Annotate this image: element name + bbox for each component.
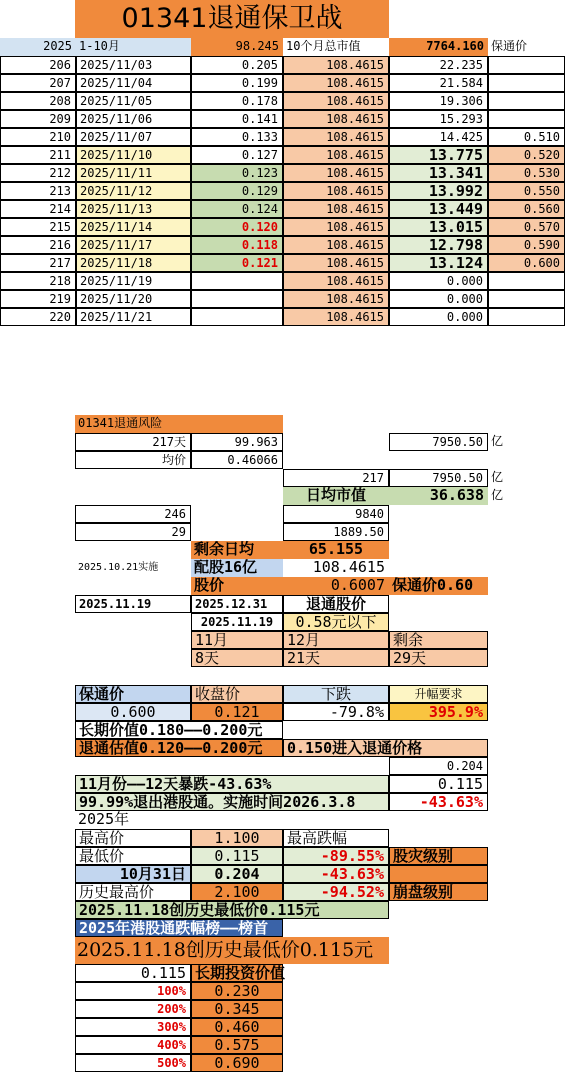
row-date: 2025/11/04 bbox=[76, 74, 191, 92]
row-price: 0.123 bbox=[191, 164, 283, 182]
record-low-1: 2025.11.18创历史最低价0.115元 bbox=[75, 901, 389, 919]
row-index: 214 bbox=[0, 200, 76, 218]
row-date: 2025/11/13 bbox=[76, 200, 191, 218]
row-date: 2025/11/10 bbox=[76, 146, 191, 164]
row-protect-price: 0.570 bbox=[488, 218, 565, 236]
row-protect-price: 0.590 bbox=[488, 236, 565, 254]
header-cap-label: 10个月总市值 bbox=[286, 39, 361, 53]
date-3: 2025.11.19 bbox=[191, 613, 283, 631]
risk-unit-1: 亿 bbox=[491, 434, 504, 448]
ltv-pct: 400% bbox=[75, 1036, 191, 1054]
long-value: 长期价值0.180——0.200元 bbox=[75, 721, 283, 739]
row-value: 13.992 bbox=[389, 182, 488, 200]
row-value: 19.306 bbox=[389, 92, 488, 110]
hist-low-pct: -89.55% bbox=[283, 847, 389, 865]
placement-label: 配股16亿 bbox=[191, 559, 283, 577]
row-price bbox=[191, 272, 283, 290]
hist-max-drop-label: 最高跌幅 bbox=[283, 829, 389, 847]
row-price bbox=[191, 290, 283, 308]
header-cap-value: 7764.160 bbox=[389, 38, 488, 56]
daily-avg-label: 日均市值 bbox=[283, 487, 389, 505]
risk-days: 217天 bbox=[75, 433, 191, 451]
row-price: 0.178 bbox=[191, 92, 283, 110]
row-price: 0.129 bbox=[191, 182, 283, 200]
month-11: 11月 bbox=[191, 631, 283, 649]
row-protect-price bbox=[488, 308, 565, 326]
level-crash: 股灾级别 bbox=[389, 847, 488, 865]
header-total: 98.245 bbox=[191, 38, 283, 56]
row-value: 13.124 bbox=[389, 254, 488, 272]
row-value: 21.584 bbox=[389, 74, 488, 92]
protect-v1: 0.600 bbox=[75, 703, 191, 721]
row-protect-price: 0.530 bbox=[488, 164, 565, 182]
remain-val: 65.155 bbox=[283, 541, 389, 559]
ltv-pct: 200% bbox=[75, 1000, 191, 1018]
ltv-value: 0.460 bbox=[191, 1018, 283, 1036]
row-protect-price: 0.600 bbox=[488, 254, 565, 272]
row-index: 206 bbox=[0, 56, 76, 74]
protect-h2: 收盘价 bbox=[191, 685, 283, 703]
nov-crash: 11月份——12天暴跌-43.63% bbox=[75, 775, 389, 793]
ath-val: 2.100 bbox=[191, 883, 283, 901]
row-value: 13.775 bbox=[389, 146, 488, 164]
row-value: 13.341 bbox=[389, 164, 488, 182]
protect-v2: 0.121 bbox=[191, 703, 283, 721]
row-date: 2025/11/20 bbox=[76, 290, 191, 308]
row-index: 219 bbox=[0, 290, 76, 308]
risk-unit-3: 亿 bbox=[491, 488, 504, 502]
row-cap: 108.4615 bbox=[283, 164, 389, 182]
risk-title: 01341退通风险 bbox=[75, 415, 283, 433]
row-price: 0.118 bbox=[191, 236, 283, 254]
risk-29: 29 bbox=[75, 523, 191, 541]
protect-v3: -79.8% bbox=[283, 703, 389, 721]
row-index: 212 bbox=[0, 164, 76, 182]
row-protect-price bbox=[488, 110, 565, 128]
row-protect-price bbox=[488, 272, 565, 290]
risk-7950b: 7950.50 bbox=[389, 469, 488, 487]
val-0204: 0.204 bbox=[389, 757, 488, 775]
row-price bbox=[191, 308, 283, 326]
level-fill bbox=[389, 865, 488, 883]
row-cap: 108.4615 bbox=[283, 146, 389, 164]
protect-h1: 保通价 bbox=[75, 685, 191, 703]
row-value: 0.000 bbox=[389, 290, 488, 308]
row-protect-price bbox=[488, 56, 565, 74]
days-8: 8天 bbox=[191, 649, 283, 667]
row-index: 207 bbox=[0, 74, 76, 92]
row-value: 15.293 bbox=[389, 110, 488, 128]
row-cap: 108.4615 bbox=[283, 92, 389, 110]
row-date: 2025/11/21 bbox=[76, 308, 191, 326]
row-protect-price bbox=[488, 74, 565, 92]
row-index: 218 bbox=[0, 272, 76, 290]
row-value: 14.425 bbox=[389, 128, 488, 146]
row-index: 210 bbox=[0, 128, 76, 146]
hist-low-val: 0.115 bbox=[191, 847, 283, 865]
ltv-value: 0.230 bbox=[191, 982, 283, 1000]
risk-99963: 99.963 bbox=[191, 433, 283, 451]
crash-pct: -43.63% bbox=[389, 793, 488, 811]
row-cap: 108.4615 bbox=[283, 110, 389, 128]
daily-avg-val: 36.638 bbox=[389, 487, 488, 505]
row-price: 0.205 bbox=[191, 56, 283, 74]
date-2: 2025.12.31 bbox=[191, 595, 283, 613]
row-cap: 108.4615 bbox=[283, 272, 389, 290]
ath-label: 历史最高价 bbox=[75, 883, 191, 901]
header-period: 1-10月 bbox=[76, 38, 191, 56]
row-index: 208 bbox=[0, 92, 76, 110]
row-index: 215 bbox=[0, 218, 76, 236]
ath-pct: -94.52% bbox=[283, 883, 389, 901]
exit-notice: 99.99%退出港股通。实施时间2026.3.8 bbox=[75, 793, 389, 811]
row-index: 209 bbox=[0, 110, 76, 128]
price-label: 股价 bbox=[191, 577, 283, 595]
row-value: 12.798 bbox=[389, 236, 488, 254]
placement-val: 108.4615 bbox=[312, 558, 385, 576]
risk-217: 217 bbox=[283, 469, 389, 487]
val-0115: 0.115 bbox=[389, 775, 488, 793]
rank-top: 2025年港股通跌幅榜——榜首 bbox=[75, 919, 283, 937]
ltv-base: 0.115 bbox=[75, 964, 191, 982]
row-date: 2025/11/17 bbox=[76, 236, 191, 254]
row-value: 0.000 bbox=[389, 308, 488, 326]
row-date: 2025/11/14 bbox=[76, 218, 191, 236]
row-date: 2025/11/19 bbox=[76, 272, 191, 290]
delist-estimate: 退通估值0.120——0.200元 bbox=[75, 739, 283, 757]
row-cap: 108.4615 bbox=[283, 218, 389, 236]
risk-avg-val: 0.46066 bbox=[191, 451, 283, 469]
row-cap: 108.4615 bbox=[283, 200, 389, 218]
risk-unit-2: 亿 bbox=[491, 470, 504, 484]
row-date: 2025/11/18 bbox=[76, 254, 191, 272]
row-index: 211 bbox=[0, 146, 76, 164]
ltv-label: 长期投资价值 bbox=[191, 964, 283, 982]
oct31-label: 10月31日 bbox=[75, 865, 191, 883]
row-index: 217 bbox=[0, 254, 76, 272]
date-1: 2025.11.19 bbox=[75, 595, 191, 613]
hist-high-val: 1.100 bbox=[191, 829, 283, 847]
protect-v4: 395.9% bbox=[389, 703, 488, 721]
row-value: 22.235 bbox=[389, 56, 488, 74]
price-val: 0.6007 bbox=[283, 577, 389, 595]
hist-low-label: 最低价 bbox=[75, 847, 191, 865]
row-cap: 108.4615 bbox=[283, 74, 389, 92]
row-value: 13.015 bbox=[389, 218, 488, 236]
row-cap: 108.4615 bbox=[283, 236, 389, 254]
row-date: 2025/11/12 bbox=[76, 182, 191, 200]
protect-h3: 下跌 bbox=[283, 685, 389, 703]
header-protect-label: 保通价 bbox=[491, 39, 528, 53]
risk-7950a: 7950.50 bbox=[389, 433, 488, 451]
header-year: 2025 bbox=[0, 38, 76, 56]
hist-high-label: 最高价 bbox=[75, 829, 191, 847]
row-index: 213 bbox=[0, 182, 76, 200]
days-21: 21天 bbox=[283, 649, 389, 667]
row-cap: 108.4615 bbox=[283, 254, 389, 272]
row-price: 0.124 bbox=[191, 200, 283, 218]
ltv-pct: 300% bbox=[75, 1018, 191, 1036]
row-index: 220 bbox=[0, 308, 76, 326]
below-price: 0.58元以下 bbox=[283, 613, 389, 631]
page-title: 01341退通保卫战 bbox=[75, 0, 389, 38]
month-12: 12月 bbox=[283, 631, 389, 649]
row-value: 13.449 bbox=[389, 200, 488, 218]
row-protect-price bbox=[488, 92, 565, 110]
row-price: 0.133 bbox=[191, 128, 283, 146]
row-cap: 108.4615 bbox=[283, 308, 389, 326]
row-protect-price: 0.550 bbox=[488, 182, 565, 200]
row-price: 0.121 bbox=[191, 254, 283, 272]
remain-label: 剩余日均 bbox=[191, 541, 283, 559]
risk-246: 246 bbox=[75, 505, 191, 523]
row-price: 0.199 bbox=[191, 74, 283, 92]
hist-year: 2025年 bbox=[78, 810, 130, 828]
row-date: 2025/11/07 bbox=[76, 128, 191, 146]
row-index: 216 bbox=[0, 236, 76, 254]
row-value: 0.000 bbox=[389, 272, 488, 290]
impl-date: 2025.10.21实施 bbox=[78, 562, 159, 573]
row-protect-price: 0.560 bbox=[488, 200, 565, 218]
row-price: 0.141 bbox=[191, 110, 283, 128]
row-cap: 108.4615 bbox=[283, 128, 389, 146]
protect-price-label: 保通价0.60 bbox=[389, 577, 488, 595]
row-date: 2025/11/03 bbox=[76, 56, 191, 74]
risk-1889: 1889.50 bbox=[283, 523, 389, 541]
ltv-value: 0.345 bbox=[191, 1000, 283, 1018]
row-cap: 108.4615 bbox=[283, 182, 389, 200]
remaining-label: 剩余 bbox=[389, 631, 488, 649]
row-cap: 108.4615 bbox=[283, 56, 389, 74]
risk-9840: 9840 bbox=[283, 505, 389, 523]
row-date: 2025/11/05 bbox=[76, 92, 191, 110]
ltv-value: 0.575 bbox=[191, 1036, 283, 1054]
row-cap: 108.4615 bbox=[283, 290, 389, 308]
row-protect-price bbox=[488, 290, 565, 308]
row-price: 0.120 bbox=[191, 218, 283, 236]
level-collapse: 崩盘级别 bbox=[389, 883, 488, 901]
row-price: 0.127 bbox=[191, 146, 283, 164]
record-low-2: 2025.11.18创历史最低价0.115元 bbox=[75, 937, 389, 964]
oct31-pct: -43.63% bbox=[283, 865, 389, 883]
ltv-value: 0.690 bbox=[191, 1054, 283, 1072]
row-protect-price: 0.510 bbox=[488, 128, 565, 146]
protect-h4: 升幅要求 bbox=[389, 685, 488, 703]
row-date: 2025/11/06 bbox=[76, 110, 191, 128]
row-date: 2025/11/11 bbox=[76, 164, 191, 182]
row-protect-price: 0.520 bbox=[488, 146, 565, 164]
enter-delist-price: 0.150进入退通价格 bbox=[283, 739, 488, 757]
risk-avg-label: 均价 bbox=[75, 451, 191, 469]
ltv-pct: 100% bbox=[75, 982, 191, 1000]
days-29: 29天 bbox=[389, 649, 488, 667]
delist-price-label: 退通股价 bbox=[283, 595, 389, 613]
ltv-pct: 500% bbox=[75, 1054, 191, 1072]
oct31-val: 0.204 bbox=[191, 865, 283, 883]
